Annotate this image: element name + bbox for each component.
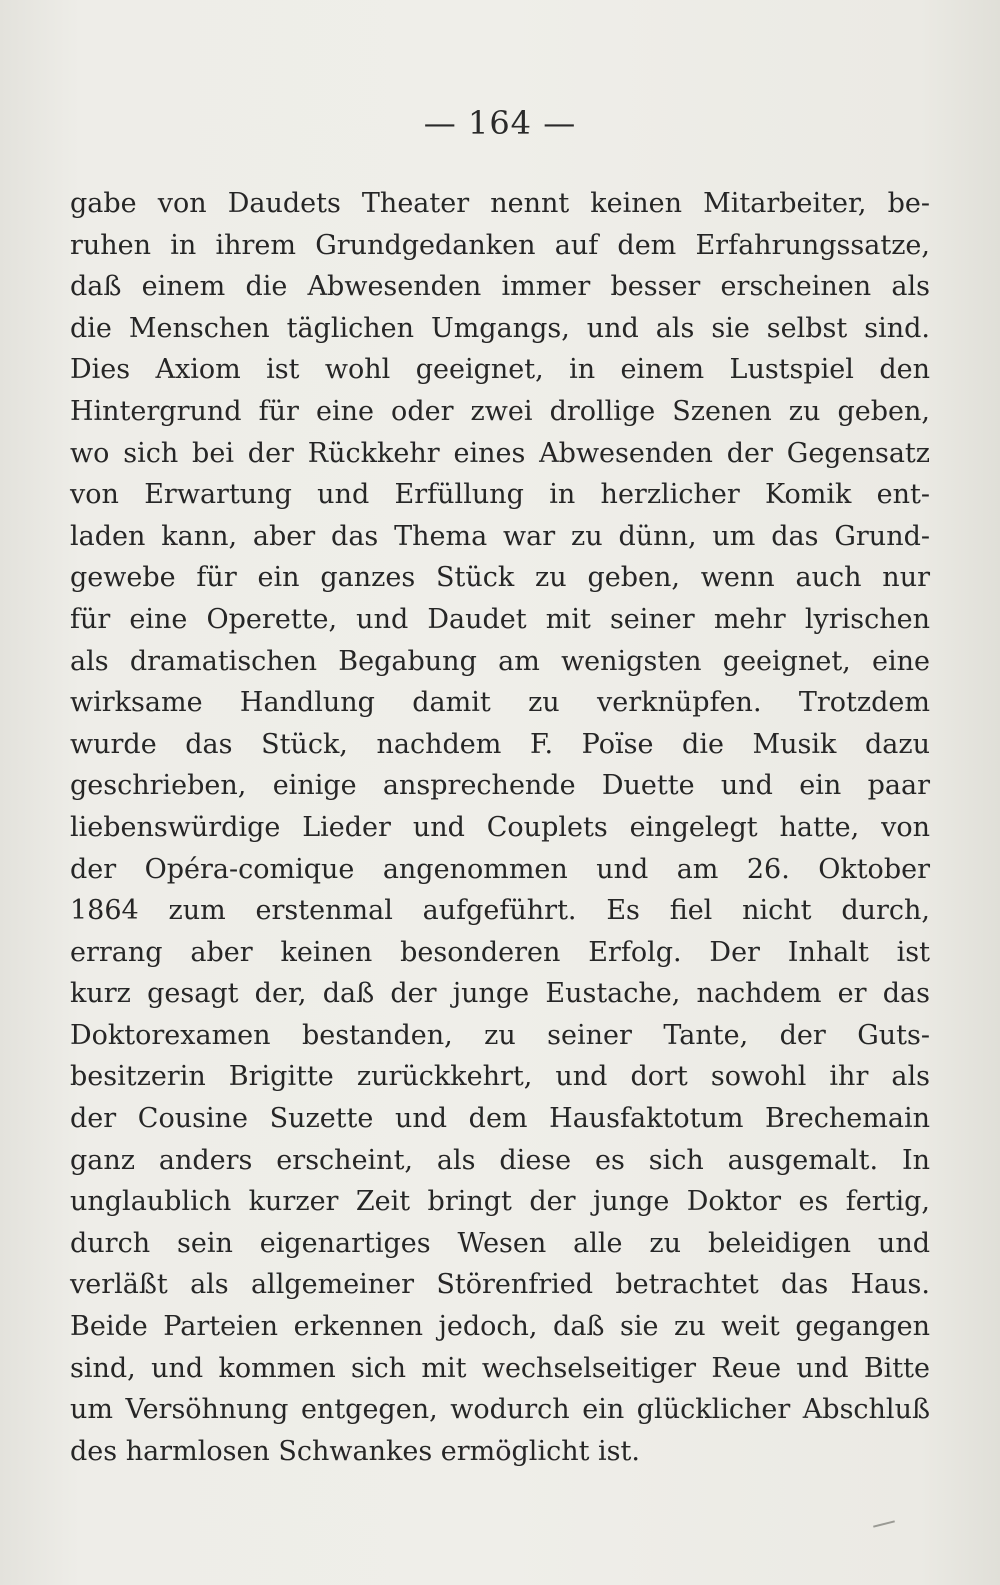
text-line: wurde das Stück, nachdem F. Poïse die Musik dazu — [70, 728, 930, 760]
text-line: gabe von Daudets Theater nennt keinen Mitarbeiter, be- — [70, 188, 930, 219]
text-line: als dramatischen Begabung am wenigsten geeignet, eine — [70, 645, 930, 677]
text-line: gewebe für ein ganzes Stück zu geben, wenn auch nur — [70, 562, 930, 594]
text-line: unglaublich kurzer Zeit bringt der junge Doktor es fertig, — [70, 1186, 930, 1218]
text-line: um Versöhnung entgegen, wodurch ein glücklicher Abschluß — [70, 1394, 930, 1426]
text-line: wirksame Handlung damit zu verknüpfen. Trotzdem — [70, 687, 930, 719]
text-line: der Opéra-comique angenommen und am 26. Oktober — [70, 853, 930, 885]
text-line: liebenswürdige Lieder und Couplets eingelegt hatte, von — [70, 811, 930, 843]
text-line: Doktorexamen bestanden, zu seiner Tante, der Guts- — [70, 1019, 930, 1051]
page-number: — 164 — — [423, 104, 577, 142]
text-line: errang aber keinen besonderen Erfolg. Der Inhalt ist — [70, 936, 930, 968]
text-line: Dies Axiom ist wohl geeignet, in einem Lustspiel den — [70, 354, 930, 386]
pencil-mark — [873, 1520, 895, 1527]
text-line: die Menschen täglichen Umgangs, und als sie selbst sind. — [70, 312, 930, 344]
text-line: daß einem die Abwesenden immer besser erscheinen als — [70, 271, 930, 303]
text-line: 1864 zum erstenmal aufgeführt. Es fiel nicht durch, — [70, 895, 930, 927]
text-line: Hintergrund für eine oder zwei drollige Szenen zu geben, — [70, 395, 930, 427]
text-line-last: des harmlosen Schwankes ermöglicht ist. — [70, 1435, 640, 1467]
text-line: ganz anders erscheint, als diese es sich ausgemalt. In — [70, 1144, 930, 1176]
text-line: geschrieben, einige ansprechende Duette und ein paar — [70, 770, 930, 802]
text-line: der Cousine Suzette und dem Hausfaktotum Brechemain — [70, 1103, 930, 1135]
text-line: sind, und kommen sich mit wechselseitiger Reue und Bitte — [70, 1352, 930, 1384]
text-line: besitzerin Brigitte zurückkehrt, und dort sowohl ihr als — [70, 1061, 930, 1093]
text-line: verläßt als allgemeiner Störenfried betrachtet das Haus. — [70, 1269, 930, 1301]
text-line: laden kann, aber das Thema war zu dünn, um das Grund- — [70, 520, 930, 552]
text-line: kurz gesagt der, daß der junge Eustache, nachdem er das — [70, 978, 930, 1010]
text-line: für eine Operette, und Daudet mit seiner mehr lyrischen — [70, 603, 930, 635]
text-line: durch sein eigenartiges Wesen alle zu beleidigen und — [70, 1227, 930, 1259]
text-line: wo sich bei der Rückkehr eines Abwesenden der Gegensatz — [70, 437, 930, 469]
text-line: ruhen in ihrem Grundgedanken auf dem Erfahrungssatze, — [70, 229, 930, 261]
body-text — [70, 183, 930, 1472]
text-line: von Erwartung und Erfüllung in herzlicher Komik ent- — [70, 479, 930, 511]
text-line: Beide Parteien erkennen jedoch, daß sie zu weit gegangen — [70, 1311, 930, 1343]
